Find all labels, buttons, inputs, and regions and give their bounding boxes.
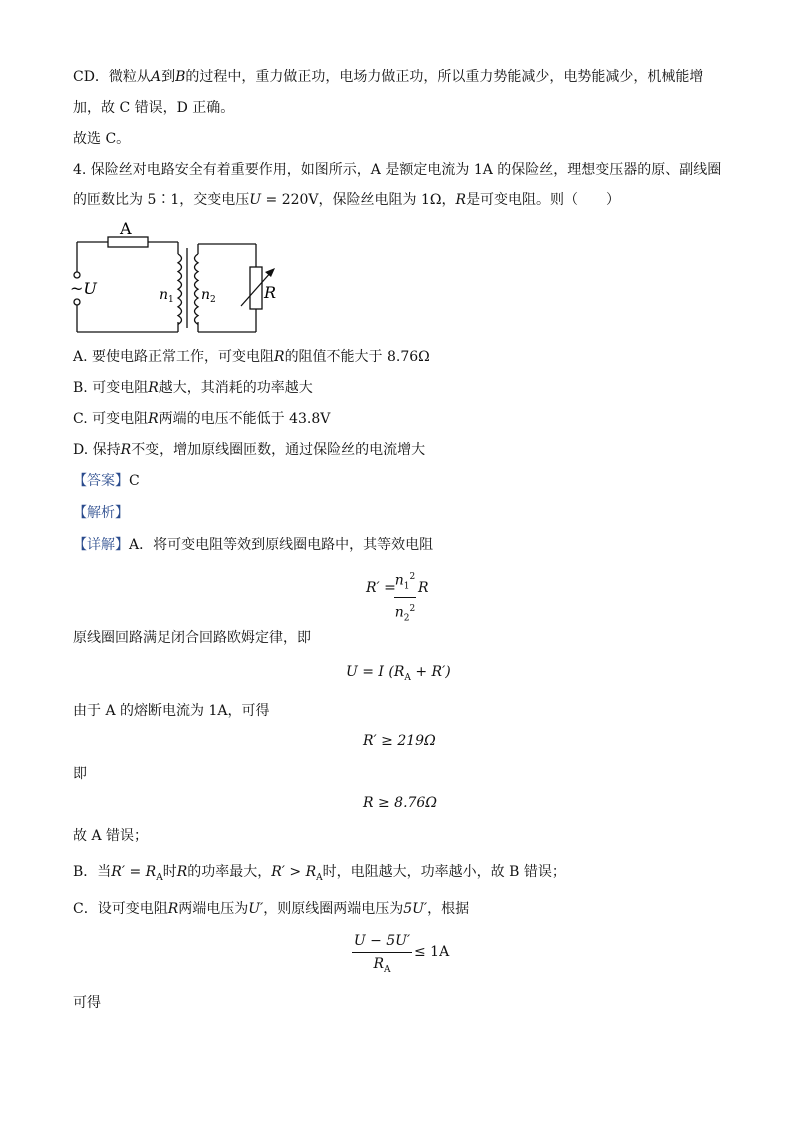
var-R: R bbox=[455, 192, 467, 208]
answer-line bbox=[73, 471, 140, 491]
primary-coil bbox=[178, 254, 182, 324]
text: 两端电压为 bbox=[178, 901, 249, 917]
a-wrong-line: 故 A 错误； bbox=[73, 828, 149, 844]
question-4-line2 bbox=[73, 190, 620, 210]
secondary-coil bbox=[195, 254, 199, 324]
text: CD．微粒从 bbox=[73, 69, 151, 85]
choose-c-line: 故选 C。 bbox=[73, 131, 131, 147]
math: R′ = R bbox=[111, 864, 157, 880]
text: C. 可变电阻 bbox=[73, 411, 149, 427]
var-A: A bbox=[150, 69, 162, 85]
fuse-a bbox=[108, 237, 148, 247]
var-R: R bbox=[274, 349, 285, 365]
arrow-head-icon bbox=[265, 268, 275, 277]
kvl-line: 原线圈回路满足闭合回路欧姆定律，即 bbox=[73, 630, 311, 646]
text: 两端的电压不能低于 43.8V bbox=[158, 411, 331, 427]
var-U: U bbox=[249, 192, 262, 208]
text: 2 bbox=[403, 613, 410, 624]
text: 的阻值不能大于 8.76Ω bbox=[284, 349, 430, 365]
text: 2 bbox=[409, 604, 416, 615]
answer-tag: 【答案】 bbox=[73, 473, 129, 489]
equation-5-fraction bbox=[352, 932, 412, 979]
fraction-denominator bbox=[394, 600, 416, 627]
text: 的功率最大， bbox=[187, 864, 272, 880]
equation-3: R′ ≥ 219Ω bbox=[363, 733, 436, 749]
equation-5-rhs: ≤ 1A bbox=[414, 944, 450, 960]
fraction-numerator: U − 5U′ bbox=[353, 933, 411, 949]
fraction-bar bbox=[394, 597, 416, 598]
detail-line bbox=[73, 535, 433, 555]
text: ，则原线圈两端电压为 bbox=[263, 901, 404, 917]
detail-text: A．将可变电阻等效到原线圈电路中，其等效电阻 bbox=[129, 537, 434, 553]
text: 越大，其消耗的功率越大 bbox=[158, 380, 313, 396]
option-d bbox=[73, 440, 425, 460]
detail-tag: 【详解】 bbox=[73, 537, 129, 553]
text: 1 bbox=[403, 581, 410, 592]
fraction-bar bbox=[352, 952, 412, 953]
equation-4: R ≥ 8.76Ω bbox=[363, 795, 437, 811]
source-label: ~U bbox=[70, 279, 97, 298]
paragraph-cd-line2: 加，故 C 错误，D 正确。 bbox=[73, 100, 235, 116]
var-B: B bbox=[175, 69, 186, 85]
text: 的过程中，重力做正功，电场力做正功，所以重力势能减少，电势能减少，机械能增 bbox=[185, 69, 704, 85]
math: U′ bbox=[248, 901, 264, 917]
text: 时，电阻越大，功率越小，故 B 错误； bbox=[322, 864, 566, 880]
ji-line: 即 bbox=[73, 766, 87, 782]
text: A bbox=[384, 964, 391, 975]
text: B．当 bbox=[73, 864, 112, 880]
option-c-analysis bbox=[73, 899, 469, 919]
option-b-analysis bbox=[73, 862, 566, 888]
equation-1-rhs: R bbox=[418, 580, 429, 596]
option-a bbox=[73, 347, 430, 367]
text: 不变，增加原线圈匝数，通过保险丝的电流增大 bbox=[131, 442, 426, 458]
question-4-line1: 4. 保险丝对电路安全有着重要作用，如图所示，A 是额定电流为 1A 的保险丝，理想变压器的原、副线圈 bbox=[73, 162, 722, 178]
transformer-circuit-diagram bbox=[66, 218, 286, 338]
math: R′ > R bbox=[271, 864, 317, 880]
text: 是可变电阻。则（ ） bbox=[466, 192, 621, 208]
text: ，根据 bbox=[427, 901, 470, 917]
text: 时 bbox=[162, 864, 177, 880]
variable-resistor bbox=[250, 267, 262, 309]
text: B. 可变电阻 bbox=[73, 380, 149, 396]
text: U = I (R bbox=[346, 664, 405, 680]
fuse-label: A bbox=[120, 219, 132, 238]
n2-label: $n_2$ bbox=[201, 287, 216, 305]
text: = 220V，保险丝电阻为 1Ω， bbox=[261, 192, 456, 208]
option-b bbox=[73, 378, 313, 398]
text: C．设可变电阻 bbox=[73, 901, 168, 917]
text: 到 bbox=[161, 69, 176, 85]
fraction-numerator bbox=[394, 568, 416, 595]
terminal bbox=[74, 299, 80, 305]
text: A bbox=[156, 872, 163, 883]
analysis-tag: 【解析】 bbox=[73, 505, 129, 521]
n1-label: $n_1$ bbox=[159, 287, 174, 305]
var-R: R bbox=[167, 901, 179, 917]
var-R: R bbox=[148, 411, 159, 427]
equation-2 bbox=[346, 664, 451, 683]
text: A bbox=[316, 872, 323, 883]
text: R bbox=[373, 956, 385, 972]
text: n bbox=[394, 605, 404, 622]
equation-1-fraction bbox=[394, 568, 416, 628]
fraction-denominator bbox=[352, 955, 412, 979]
text: 2 bbox=[409, 572, 416, 582]
text: + R′) bbox=[410, 664, 451, 680]
text: 的匝数比为 5∶1，交变电压 bbox=[73, 192, 250, 208]
text: A bbox=[404, 672, 411, 683]
var-R: R bbox=[148, 380, 159, 396]
fuse-line: 由于 A 的熔断电流为 1A，可得 bbox=[73, 703, 270, 719]
option-c bbox=[73, 409, 330, 429]
var-R: R bbox=[120, 442, 132, 458]
text: D. 保持 bbox=[73, 442, 121, 458]
math: 5U′ bbox=[403, 901, 428, 917]
terminal bbox=[74, 272, 80, 278]
equation-1-lhs: R′ = bbox=[366, 580, 396, 596]
answer-value: C bbox=[129, 473, 140, 489]
resistor-label: R bbox=[264, 283, 277, 302]
text: A. 要使电路正常工作，可变电阻 bbox=[73, 349, 275, 365]
kede-line: 可得 bbox=[73, 995, 101, 1011]
var-R: R bbox=[176, 864, 188, 880]
text: n bbox=[394, 572, 404, 589]
paragraph-cd-line1 bbox=[73, 67, 703, 87]
